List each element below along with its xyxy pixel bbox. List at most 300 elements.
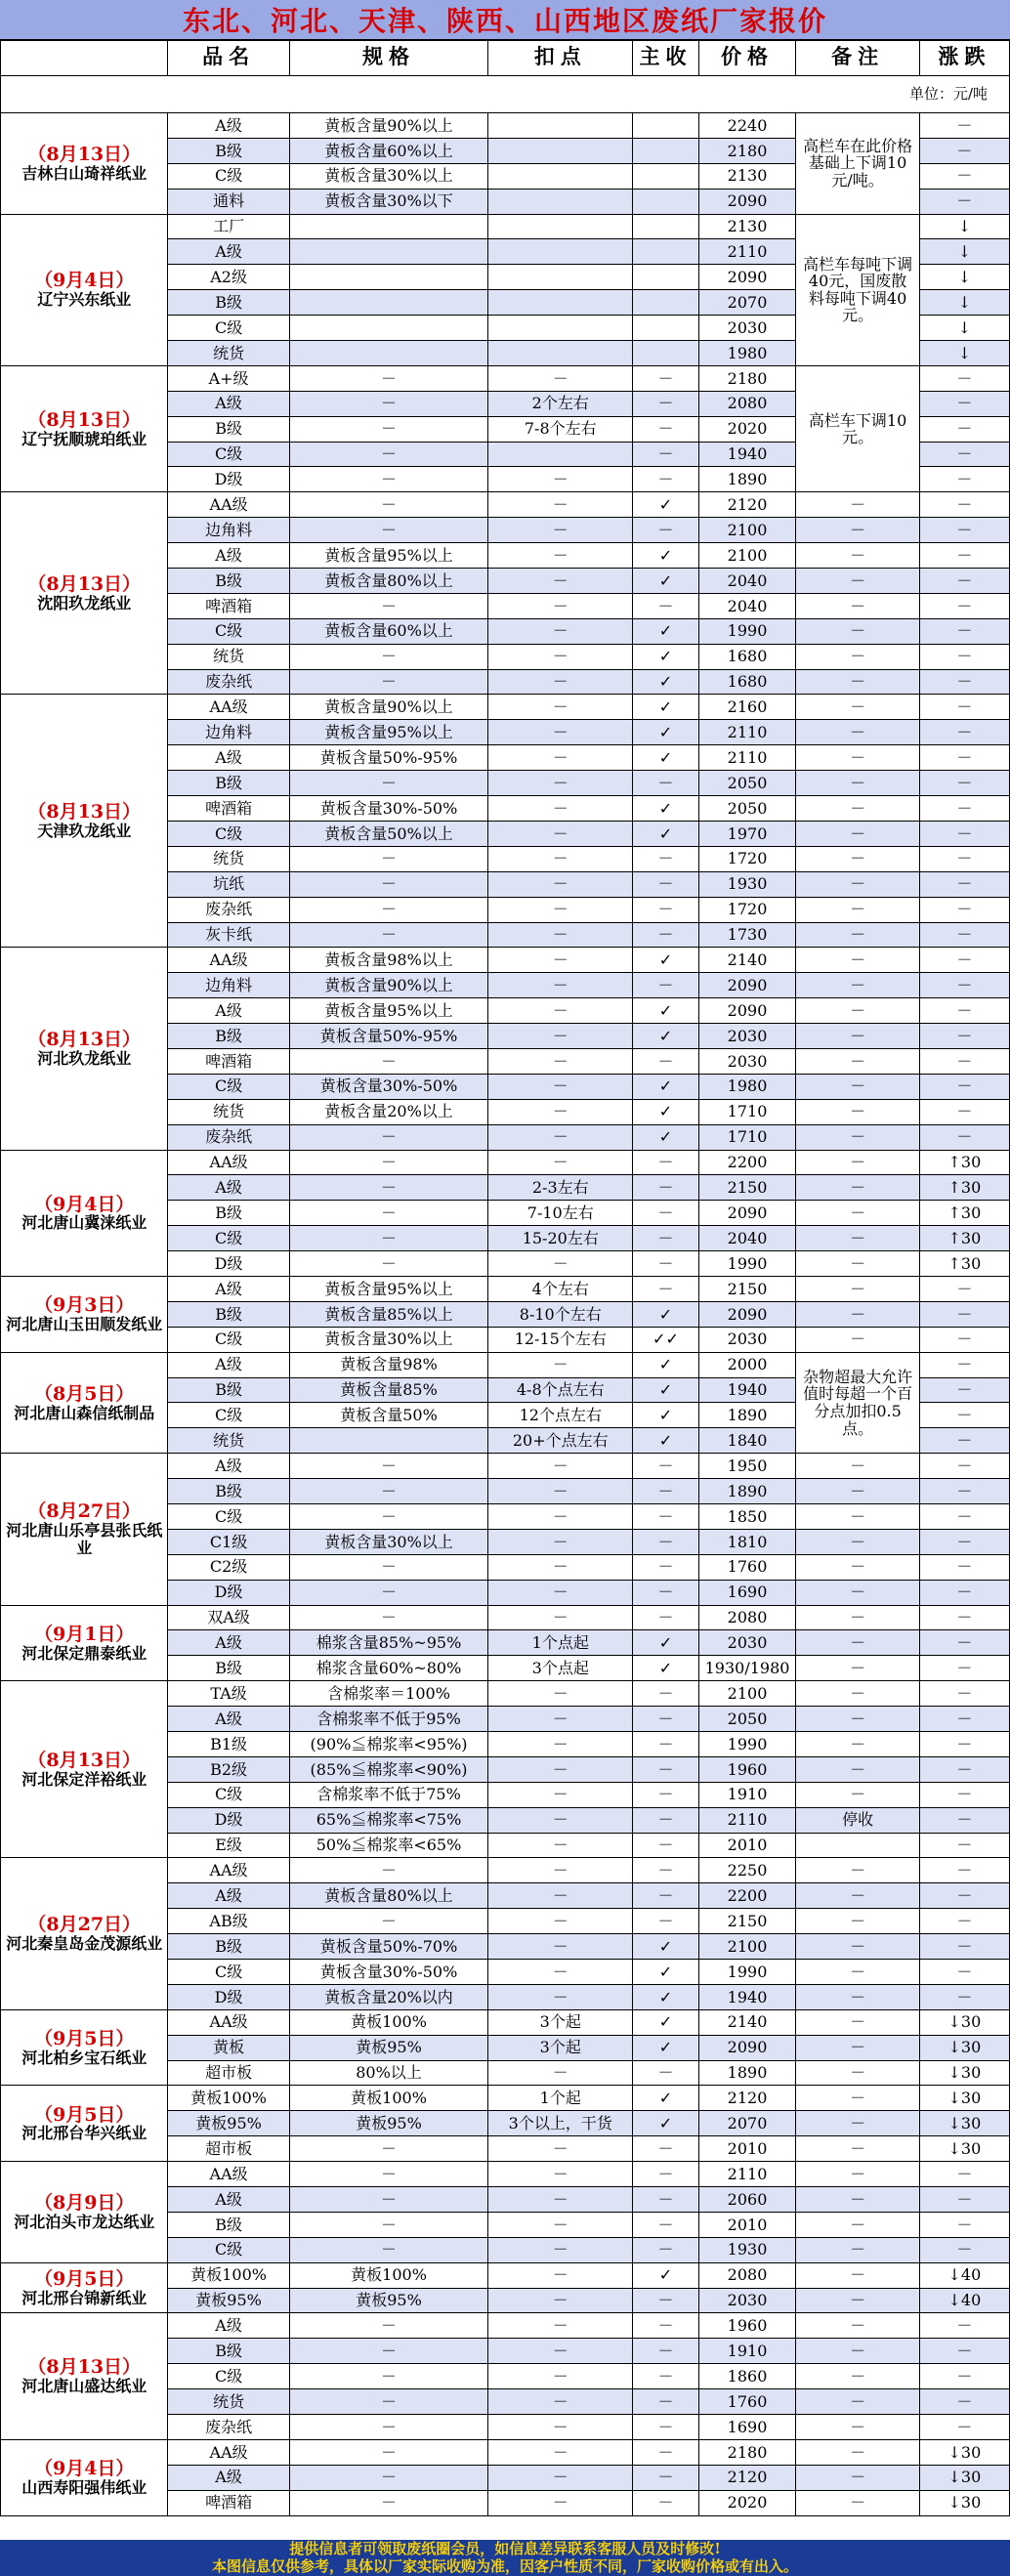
price-cell: 1940: [698, 1377, 796, 1403]
spec-cell: 黄板含量90%以上: [289, 973, 488, 998]
table-row: [1, 948, 1010, 973]
main-collect-cell: －: [633, 2389, 699, 2415]
grade-cell: 统货: [168, 341, 289, 366]
spec-cell: 黄板含量50%以上: [289, 821, 488, 846]
note-cell: －: [796, 1503, 919, 1529]
company-cell: [1, 1150, 168, 1276]
change-cell: －: [919, 1580, 1009, 1605]
grade-cell: C级: [168, 618, 289, 644]
price-cell: 1910: [698, 1782, 796, 1807]
change-cell: －: [919, 1276, 1009, 1301]
company-name: 山西寿阳强伟纸业: [21, 2477, 147, 2497]
deduction-cell: －: [488, 2237, 633, 2262]
note-cell: －: [796, 846, 919, 871]
note-cell: －: [796, 2490, 919, 2515]
note-cell: －: [796, 2339, 919, 2364]
deduction-cell: －: [488, 2212, 633, 2237]
deduction-cell: －: [488, 492, 633, 518]
note-cell: －: [796, 1960, 919, 1985]
deduction-cell: －: [488, 1707, 633, 1732]
price-cell: 2130: [698, 214, 796, 239]
main-collect-cell: －: [633, 2490, 699, 2515]
main-collect-cell: ✓: [633, 1403, 699, 1428]
grade-cell: C级: [168, 1503, 289, 1529]
table-row: [1, 1454, 1010, 1479]
company-cell: [1, 948, 168, 1150]
deduction-cell: －: [488, 948, 633, 973]
price-cell: 2050: [698, 796, 796, 822]
deduction-cell: －: [488, 2339, 633, 2364]
quote-date: （9月4日）: [33, 270, 135, 292]
header-row: [1, 40, 1010, 76]
price-cell: 2120: [698, 2086, 796, 2111]
deduction-cell: [488, 163, 633, 189]
note-cell: 高栏车在此价格基础上下调10元/吨。: [796, 113, 919, 215]
header-change: 涨跌: [919, 40, 1009, 76]
deduction-cell: [488, 113, 633, 139]
note-cell: －: [796, 1909, 919, 1934]
note-cell: －: [796, 492, 919, 518]
spec-cell: －: [289, 2136, 488, 2162]
table-row: [1, 492, 1010, 518]
spec-cell: －: [289, 416, 488, 442]
grade-cell: 统货: [168, 2389, 289, 2415]
grade-cell: B级: [168, 1301, 289, 1327]
spec-cell: －: [289, 2237, 488, 2262]
spec-cell: －: [289, 2212, 488, 2237]
note-cell: －: [796, 720, 919, 745]
deduction-cell: 20+个点左右: [488, 1428, 633, 1454]
grade-cell: C级: [168, 442, 289, 467]
note-cell: －: [796, 2009, 919, 2035]
main-collect-cell: ✓: [633, 796, 699, 822]
table-row: [1, 2162, 1010, 2187]
grade-cell: A级: [168, 1630, 289, 1656]
deduction-cell: 3个以上，干货: [488, 2111, 633, 2136]
price-cell: 1890: [698, 2060, 796, 2086]
main-collect-cell: －: [633, 416, 699, 442]
spec-cell: －: [289, 365, 488, 391]
deduction-cell: 1个起: [488, 2086, 633, 2111]
spec-cell: 黄板含量30%以下: [289, 189, 488, 214]
deduction-cell: －: [488, 1554, 633, 1580]
note-cell: －: [796, 998, 919, 1024]
main-collect-cell: [633, 189, 699, 214]
grade-cell: B级: [168, 138, 289, 163]
deduction-cell: －: [488, 897, 633, 922]
grade-cell: 超市板: [168, 2136, 289, 2162]
change-cell: －: [919, 1074, 1009, 1099]
grade-cell: B级: [168, 2339, 289, 2364]
deduction-cell: [488, 138, 633, 163]
spec-cell: －: [289, 1201, 488, 1226]
spec-cell: 黄板100%: [289, 2086, 488, 2111]
company-name: 河北柏乡宝石纸业: [21, 2048, 147, 2067]
main-collect-cell: ✓: [633, 618, 699, 644]
spec-cell: －: [289, 771, 488, 796]
main-collect-cell: －: [633, 1858, 699, 1883]
spec-cell: －: [289, 2313, 488, 2339]
change-cell: －: [919, 973, 1009, 998]
price-cell: 2110: [698, 2162, 796, 2187]
company-cell: [1, 2086, 168, 2162]
change-cell: －: [919, 1782, 1009, 1807]
note-cell: －: [796, 1782, 919, 1807]
footer-line-2: 本图信息仅供参考，具体以厂家实际收购为准，因客户性质不同，厂家收购价格或有出入。: [211, 2557, 798, 2575]
deduction-cell: －: [488, 1782, 633, 1807]
change-cell: －: [919, 1656, 1009, 1681]
main-collect-cell: －: [633, 1150, 699, 1175]
spec-cell: 黄板含量30%-50%: [289, 796, 488, 822]
spec-cell: －: [289, 1124, 488, 1150]
main-collect-cell: ✓: [633, 1301, 699, 1327]
table-row: [1, 365, 1010, 391]
company-cell: [1, 1605, 168, 1681]
change-cell: ↓30: [919, 2490, 1009, 2515]
company-cell: [1, 214, 168, 365]
main-collect-cell: －: [633, 2313, 699, 2339]
grade-cell: C级: [168, 1327, 289, 1352]
deduction-cell: －: [488, 543, 633, 569]
spec-cell: 黄板含量50%-95%: [289, 1024, 488, 1049]
price-cell: 2050: [698, 1707, 796, 1732]
grade-cell: A级: [168, 1175, 289, 1201]
grade-cell: 双A级: [168, 1605, 289, 1630]
company-name: 河北唐山森信纸制品: [14, 1403, 155, 1422]
deduction-cell: －: [488, 1580, 633, 1605]
grade-cell: A级: [168, 1707, 289, 1732]
main-collect-cell: ✓: [633, 2009, 699, 2035]
change-cell: ↓30: [919, 2086, 1009, 2111]
deduction-cell: －: [488, 998, 633, 1024]
table-row: [1, 2086, 1010, 2111]
note-cell: －: [796, 1605, 919, 1630]
grade-cell: 边角料: [168, 973, 289, 998]
change-cell: ↓40: [919, 2262, 1009, 2288]
price-cell: 2030: [698, 316, 796, 341]
change-cell: ↓30: [919, 2465, 1009, 2490]
spec-cell: 黄板含量30%以上: [289, 1529, 488, 1554]
note-cell: －: [796, 1858, 919, 1883]
change-cell: ↓40: [919, 2288, 1009, 2313]
change-cell: －: [919, 416, 1009, 442]
price-cell: 2030: [698, 1327, 796, 1352]
grade-cell: 废杂纸: [168, 2415, 289, 2440]
main-collect-cell: －: [633, 2162, 699, 2187]
note-cell: －: [796, 1984, 919, 2009]
price-cell: 1970: [698, 821, 796, 846]
footer-line-1: 提供信息者可领取废纸圈会员，如信息差异联系客服人员及时修改!: [289, 2540, 721, 2557]
change-cell: －: [919, 1630, 1009, 1656]
header-grade: 品名: [168, 40, 289, 76]
spec-cell: －: [289, 593, 488, 618]
note-cell: －: [796, 1554, 919, 1580]
main-collect-cell: ✓: [633, 1984, 699, 2009]
deduction-cell: －: [488, 669, 633, 695]
price-cell: 1990: [698, 618, 796, 644]
deduction-cell: [488, 290, 633, 316]
spec-cell: 黄板含量30%以上: [289, 163, 488, 189]
change-cell: －: [919, 745, 1009, 771]
grade-cell: B级: [168, 1656, 289, 1681]
note-cell: －: [796, 1048, 919, 1074]
note-cell: －: [796, 695, 919, 720]
deduction-cell: －: [488, 2490, 633, 2515]
spec-cell: －: [289, 1150, 488, 1175]
deduction-cell: －: [488, 973, 633, 998]
price-cell: 1680: [698, 644, 796, 669]
main-collect-cell: －: [633, 442, 699, 467]
price-cell: 2040: [698, 569, 796, 594]
deduction-cell: －: [488, 1074, 633, 1099]
company-name: 河北唐山盛达纸业: [21, 2377, 147, 2396]
spec-cell: 黄板含量95%以上: [289, 543, 488, 569]
main-collect-cell: －: [633, 846, 699, 871]
company-name: 河北邢台锦新纸业: [21, 2288, 147, 2307]
spec-cell: [289, 341, 488, 366]
price-cell: 2120: [698, 492, 796, 518]
deduction-cell: －: [488, 1529, 633, 1554]
deduction-cell: [488, 189, 633, 214]
company-cell: [1, 2262, 168, 2313]
change-cell: －: [919, 1934, 1009, 1960]
grade-cell: TA级: [168, 1681, 289, 1707]
change-cell: －: [919, 897, 1009, 922]
deduction-cell: －: [488, 467, 633, 492]
note-cell: －: [796, 1479, 919, 1504]
deduction-cell: －: [488, 1352, 633, 1377]
main-collect-cell: ✓: [633, 1428, 699, 1454]
table-row: [1, 2313, 1010, 2339]
note-cell: －: [796, 593, 919, 618]
grade-cell: C级: [168, 1226, 289, 1251]
spec-cell: [289, 265, 488, 290]
main-collect-cell: ✓: [633, 1656, 699, 1681]
deduction-cell: －: [488, 695, 633, 720]
grade-cell: B级: [168, 2212, 289, 2237]
company-name: 河北唐山玉田顺发纸业: [6, 1314, 163, 1333]
main-collect-cell: －: [633, 1454, 699, 1479]
spec-cell: 黄板含量30%-50%: [289, 1960, 488, 1985]
change-cell: －: [919, 2162, 1009, 2187]
spec-cell: 棉浆含量60%~80%: [289, 1656, 488, 1681]
price-cell: 2080: [698, 1605, 796, 1630]
note-cell: －: [796, 1150, 919, 1175]
deduction-cell: 2个左右: [488, 391, 633, 416]
company-name: 辽宁兴东纸业: [37, 290, 132, 310]
note-cell: －: [796, 1124, 919, 1150]
table-row: [1, 1276, 1010, 1301]
quote-date: （9月5日）: [33, 2267, 135, 2290]
deduction-cell: －: [488, 518, 633, 543]
unit-row: [1, 76, 1010, 113]
spec-cell: 黄板含量80%以上: [289, 1883, 488, 1909]
note-cell: －: [796, 796, 919, 822]
spec-cell: 黄板含量50%-95%: [289, 745, 488, 771]
spec-cell: －: [289, 2389, 488, 2415]
main-collect-cell: －: [633, 1883, 699, 1909]
note-cell: －: [796, 745, 919, 771]
change-cell: －: [919, 1960, 1009, 1985]
price-cell: 2180: [698, 138, 796, 163]
spec-cell: 黄板含量90%以上: [289, 695, 488, 720]
change-cell: ↓: [919, 214, 1009, 239]
main-collect-cell: ✓: [633, 745, 699, 771]
deduction-cell: －: [488, 1150, 633, 1175]
main-collect-cell: －: [633, 973, 699, 998]
main-collect-cell: ✓: [633, 2111, 699, 2136]
grade-cell: 通料: [168, 189, 289, 214]
price-cell: 1960: [698, 1756, 796, 1782]
change-cell: ↑30: [919, 1226, 1009, 1251]
note-cell: －: [796, 771, 919, 796]
price-cell: 2100: [698, 518, 796, 543]
table-row: [1, 2439, 1010, 2465]
deduction-cell: －: [488, 2415, 633, 2440]
change-cell: －: [919, 771, 1009, 796]
deduction-cell: －: [488, 618, 633, 644]
grade-cell: 黄板95%: [168, 2288, 289, 2313]
table-row: [1, 1352, 1010, 1377]
deduction-cell: －: [488, 1858, 633, 1883]
note-cell: 杂物超最大允许值时每超一个百分点加扣0.5点。: [796, 1352, 919, 1454]
price-cell: 2070: [698, 290, 796, 316]
company-cell: [1, 1681, 168, 1858]
table-row: [1, 214, 1010, 239]
note-cell: －: [796, 2262, 919, 2288]
spec-cell: 黄板95%: [289, 2111, 488, 2136]
price-cell: 1850: [698, 1503, 796, 1529]
change-cell: ↓: [919, 290, 1009, 316]
spec-cell: －: [289, 2439, 488, 2465]
company-name: 河北保定洋裕纸业: [21, 1769, 147, 1789]
grade-cell: AA级: [168, 492, 289, 518]
change-cell: ↓: [919, 265, 1009, 290]
main-collect-cell: －: [633, 2187, 699, 2213]
price-cell: 1720: [698, 846, 796, 871]
table-row: [1, 2009, 1010, 2035]
price-cell: 2090: [698, 189, 796, 214]
grade-cell: C1级: [168, 1529, 289, 1554]
deduction-cell: －: [488, 771, 633, 796]
main-collect-cell: －: [633, 1732, 699, 1757]
note-cell: －: [796, 1756, 919, 1782]
change-cell: －: [919, 1428, 1009, 1454]
main-collect-cell: －: [633, 897, 699, 922]
grade-cell: 边角料: [168, 518, 289, 543]
deduction-cell: 12个点左右: [488, 1403, 633, 1428]
price-cell: 2250: [698, 1858, 796, 1883]
spec-cell: 黄板含量30%-50%: [289, 1074, 488, 1099]
deduction-cell: [488, 442, 633, 467]
grade-cell: 黄板95%: [168, 2111, 289, 2136]
change-cell: －: [919, 1099, 1009, 1124]
note-cell: －: [796, 2364, 919, 2389]
main-collect-cell: －: [633, 1807, 699, 1833]
main-collect-cell: ✓: [633, 821, 699, 846]
main-collect-cell: －: [633, 2288, 699, 2313]
spec-cell: 黄板含量85%以上: [289, 1301, 488, 1327]
deduction-cell: 7-8个左右: [488, 416, 633, 442]
grade-cell: C级: [168, 1403, 289, 1428]
company-cell: [1, 695, 168, 948]
spec-cell: －: [289, 2339, 488, 2364]
main-collect-cell: [633, 163, 699, 189]
grade-cell: B级: [168, 416, 289, 442]
quote-date: （8月9日）: [33, 2192, 135, 2215]
price-cell: 2110: [698, 720, 796, 745]
note-cell: －: [796, 871, 919, 897]
main-collect-cell: －: [633, 1201, 699, 1226]
price-cell: 2150: [698, 1175, 796, 1201]
price-cell: 2110: [698, 239, 796, 265]
price-cell: 1950: [698, 1454, 796, 1479]
table-row: [1, 1681, 1010, 1707]
price-cell: 2030: [698, 1630, 796, 1656]
deduction-cell: －: [488, 1909, 633, 1934]
note-cell: －: [796, 518, 919, 543]
price-cell: 2010: [698, 2136, 796, 2162]
table-row: [1, 2262, 1010, 2288]
change-cell: －: [919, 1756, 1009, 1782]
quote-date: （8月27日）: [27, 1914, 142, 1936]
note-cell: －: [796, 644, 919, 669]
change-cell: －: [919, 2187, 1009, 2213]
grade-cell: 统货: [168, 1428, 289, 1454]
price-cell: 1890: [698, 1479, 796, 1504]
company-cell: [1, 1352, 168, 1454]
spec-cell: 黄板100%: [289, 2262, 488, 2288]
change-cell: －: [919, 1301, 1009, 1327]
change-cell: －: [919, 618, 1009, 644]
quote-date: （8月13日）: [27, 144, 142, 166]
table-row: [1, 113, 1010, 139]
main-collect-cell: －: [633, 1479, 699, 1504]
note-cell: －: [796, 1074, 919, 1099]
price-cell: 1980: [698, 1074, 796, 1099]
grade-cell: AA级: [168, 2439, 289, 2465]
price-cell: 2040: [698, 1226, 796, 1251]
spec-cell: －: [289, 492, 488, 518]
main-collect-cell: ✓: [633, 1960, 699, 1985]
note-cell: －: [796, 1580, 919, 1605]
change-cell: －: [919, 442, 1009, 467]
change-cell: －: [919, 163, 1009, 189]
note-cell: －: [796, 973, 919, 998]
grade-cell: 啤酒箱: [168, 593, 289, 618]
spec-cell: －: [289, 2415, 488, 2440]
change-cell: －: [919, 1352, 1009, 1377]
main-collect-cell: ✓: [633, 2262, 699, 2288]
main-collect-cell: [633, 341, 699, 366]
company-name: 辽宁抚顺琥珀纸业: [21, 429, 147, 448]
deduction-cell: －: [488, 1807, 633, 1833]
note-cell: －: [796, 1630, 919, 1656]
deduction-cell: 8-10个左右: [488, 1301, 633, 1327]
grade-cell: A级: [168, 1883, 289, 1909]
spec-cell: －: [289, 644, 488, 669]
deduction-cell: －: [488, 593, 633, 618]
price-cell: 1710: [698, 1099, 796, 1124]
main-collect-cell: ✓: [633, 1024, 699, 1049]
note-cell: －: [796, 1024, 919, 1049]
grade-cell: B1级: [168, 1732, 289, 1757]
price-cell: 1890: [698, 467, 796, 492]
change-cell: －: [919, 2339, 1009, 2364]
change-cell: －: [919, 2237, 1009, 2262]
note-cell: －: [796, 948, 919, 973]
note-cell: －: [796, 1175, 919, 1201]
